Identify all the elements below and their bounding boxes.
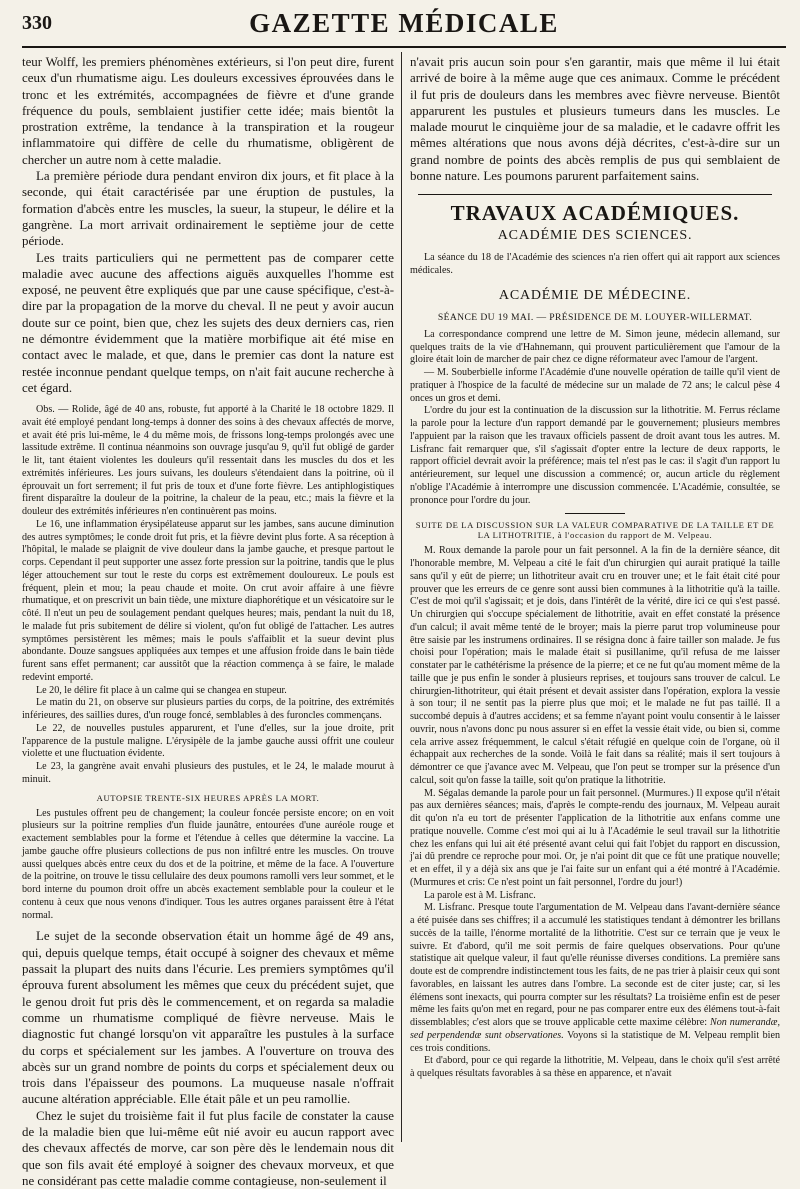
session-line: SÉANCE DU 19 MAI. — PRÉSIDENCE DE M. LOUYER-WILLERMAT.	[437, 311, 753, 323]
discussion-heading: SUITE DE LA DISCUSSION SUR LA VALEUR COMPARATIVE DE LA TAILLE ET DE LA LITHOTRITIE, à l'occasion du rapport de M. Velpeau.	[415, 520, 775, 541]
autopsy-text: Les pustules offrent peu de changement; la couleur foncée persiste encore; on en voit plusieurs sur la poitrine remplies d'un fluide jaunâtre, entourées d'une auréole rouge et exactement semblables pour la forme et l'étendue à celles que détermine la vaccine. La jambe gauche offre plusieurs collections de pus non infiltré entre les muscles. On trouve aussi quelques abcès entre ceux du dos et de la poitrine, et même de la face. A l'ouverture de la poitrine, on trouve le tissu cellulaire des deux poumons ramolli vers leur sommet, et le bord interne du poumon droit offre un abcès exactement semblable pour la couleur et le contenu à ceux que nous venons d'indiquer. Tous les autres organes paraissent être à l'état normal.	[22, 807, 394, 921]
lisfranc-text	[410, 902, 780, 1055]
page-header	[22, 4, 786, 48]
right-column	[410, 54, 780, 1142]
sciences-text: La séance du 18 de l'Académie des sciences n'a rien offert qui ait rapport aux sciences médicales.	[410, 252, 780, 277]
left-column	[22, 54, 394, 1188]
correspondence-text: La correspondance comprend une lettre de M. Simon jeune, médecin allemand, sur quelques traits de la vie d'Hahnemann, qui prouvent particulièrement que l'amour de la gloire était loin de marcher de pair chez ce digne réformateur avec l'amour de l'argent.	[410, 328, 780, 366]
section-rule	[418, 194, 772, 195]
section-title: TRAVAUX ACADÉMIQUES.	[450, 201, 740, 226]
lisfranc-floor-text: La parole est à M. Lisfranc.	[424, 889, 536, 901]
left-paragraph-4: Le sujet de la seconde observation était un homme âgé de 49 ans, qui, depuis quelque temps, était occupé à soigner des chevaux et même passait la plupart des nuits dans l'écurie. Les premiers symptômes qu'il éprouva furent absolument les mêmes que ceux du précédent sujet, que le genou droit fut pris dès le commencement, et on regarda sa maladie comme un rhumatisme compliqué de fièvre nerveuse. Mais le diagnostic fut changé lorsqu'on vit apparaître les pustules à la surface du corps et spécialement sur les jambes. A l'ouverture on trouva des abcès sur un grand nombre de points du corps et spécialement deux ou trois dans l'épaisseur des poumons. La muqueuse nasale n'offrait aucune altération appréciable. Elle était pâle et un peu ramollie.	[22, 929, 394, 1107]
autopsy-heading: AUTOPSIE TRENTE-SIX HEURES APRÈS LA MORT.	[96, 792, 320, 803]
roux-text: M. Roux demande la parole pour un fait personnel. A la fin de la dernière séance, dit l'honorable membre, M. Velpeau a cité le fait d'un chirurgien qui aurait pratiqué la taille sans qu'il y eût de pierre; un lithotriteur avait cru en trouver une; et le fait était cité pour prouver que les erreurs de ce genre sont aussi bien communes à la lithotritie qu'à la taille. C'est de moi qu'il s'agissait; et je dois, dans l'intérêt de la vérité, dire ici ce qui s'est passé. Un chirurgien qui s'occupe spécialement de lithotritie, avait en effet constaté la présence d'un calcul; il avait même tenté de le broyer; mais la pierre parut trop volumineuse pour être saisie par les instrumens ordinaires. Il se résigna donc à faire tailler son malade. Je fus choisi pour l'opération; mais le malade était si pusillanime, qu'il refusa de me laisser constater par le cathétérisme la présence de la pierre; et ce ne fut qu'au moment même de la taille que je pus enfin le sonder à plusieurs reprises, et toujours sans trouver de calcul. Le chirurgien-lithotriteur, qui était présent et devait assister dans l'opération, explora la vessie à son tour; il ne sentit pas la pierre plus que moi; et le malade ne fut pas taillé. Il a succombé depuis à d'autres accidens; et sa femme n'ayant point voulu consentir à le laisser ouvrir, nous n'avons donc pu nous assurer si en effet la vessie était vide, ou bien si, comme cela arrive assez fréquemment, le calcul s'était réfugié en quelque coin de l'organe, où il échappait aux recherches de la sonde. Voilà le fait dans sa réalité; mais il sert toujours à démontrer ce que j'avance avec M. Velpeau, que l'on peut se tromper sur la présence d'un calcul, soit qu'on fasse la taille, soit qu'on pratique la lithotritie.	[410, 545, 780, 786]
journal-title: GAZETTE MÉDICALE	[249, 8, 559, 38]
observation-day-21: Le matin du 21, on observe sur plusieurs parties du corps, de la poitrine, des extrémités inférieures, des saillies dures, d'un rouge foncé, semblables à des furoncles commençans.	[22, 697, 394, 722]
left-paragraph-3: Les traits particuliers qui ne permettent pas de comparer cette maladie avec aucune des affections aiguës auxquelles l'homme est exposé, ne peuvent être expliqués que par une cause spécifique, c'est-à-dire par la propagation de la morve du cheval. Il ne peut y avoir aucun doute sur ce point, bien que, chez les sujets des deux derniers cas, rien ne démontre évidemment que la matière morbifique ait été mise en contact avec le malade, et que, dans le premier cas dont la nature est restée inconnue pendant quelque temps, on n'ait fait aucune recherche à cet égard.	[22, 250, 394, 395]
lisfranc-main: M. Lisfranc. Presque toute l'argumentation de M. Velpeau dans l'avant-dernière séance a été puisée dans ses chiffres; il a accumulé les statistiques tendant à démontrer les brillans succès de la taille, l'énorme mortalité de la lithotritie. C'est sur ce terrain que je veux le suivre. Et d'abord, qu'il me soit permis de faire quelques observations. Pour qu'une statistique ait quelque valeur, il faut qu'elle réunisse diverses conditions. La première sans doute est de comprendre indistinctement tous les faits, de ne pas trier à plaisir ceux qui sont favorables, en laissant les autres dans l'ombre. La seconde est de citer juste; car, si les élémens sont inexacts, qui pourra compter sur les résultats? La troisième enfin est de peser même les faits qu'on met en regard, pour ne pas comparer entre eux des élémens tout-à-fait dissemblables; c'est alors que se trouve applicable cette maxime célèbre:	[410, 902, 780, 1029]
latin-maxim: Non numerandæ, sed perpendendæ sunt observationes.	[410, 1017, 780, 1041]
academy-medicine-heading: ACADÉMIE DE MÉDECINE.	[498, 287, 692, 303]
right-paragraph-1: n'avait pris aucun soin pour s'en garantir, mais que même il lui était arrivé de boire à la même auge que ces animaux. Comme le précédent il fut pris de douleurs dans les membres avec fièvre nerveuse. Bientôt apparurent les pustules et plusieurs tumeurs dans les muscles. Le malade mourut le cinquième jour de sa maladie, et le cadavre offrit les mêmes altérations que nous avons déjà décrites, c'est-à-dire sur un grand nombre de points des abcès remplis de pus qui semblaient de bonne nature. Les poumons parurent parfaitement sains.	[410, 55, 780, 184]
column-divider	[401, 52, 402, 1142]
observation-day-22: Le 22, de nouvelles pustules apparurent, et l'une d'elles, sur la joue droite, prit l'apparence de la pustule maligne. L'érysipèle de la jambe gauche aussi offrit une couleur violette et une fluctuation évidente.	[22, 722, 394, 760]
observation-day-23: Le 23, la gangrène avait envahi plusieurs des pustules, et le 24, le malade mourut à minuit.	[22, 761, 394, 785]
short-rule	[565, 513, 625, 514]
observation-day-16: Le 16, une inflammation érysipélateuse apparut sur les jambes, sans aucune diminution des autres symptômes; le conde droit fut pris, et la fièvre devint plus forte. A sa réception à l'hôpital, le malade se plaignit de vive douleur dans la jambe gauche, et presque partout le corps. Cependant il peut supporter une assez forte pression sur la poitrine, tandis que le plus léger attouchement sur tout le reste du corps est extrêmement douloureux. Le pouls est fréquent, plein et mou; la peau chaude et moite. On crut avoir affaire à une fièvre rhumatique, et on prescrivit un bain tiède, une mixture diaphorétique et un vésicatoire sur le côté. Il n'eut un peu de soulagement pendant quelques heures; mais, pendant la nuit du 18, le malade fut pris subitement de délire si violent, qu'on fut obligé de l'attacher. Les autres symptômes persistèrent les mêmes; mais le pouls s'affaiblit et la sueur devint plus abondante. Douze sangsues appliquées aux tempes et une affusion froide dans le bain tiède furent sans effet permanent; car aussitôt que la réaction commença à se faire, le malade redevint emporté.	[22, 518, 394, 683]
left-paragraph-1: teur Wolff, les premiers phénomènes extérieurs, si l'on peut dire, furent ceux d'un rhumatisme aigu. Les douleurs excessives éprouvées dans le tronc et les extrémités, accompagnées de fièvre et d'une grande fréquence du pouls, semblaient justifier cette idée; mais bientôt la prostration extrême, la tendance à la transpiration et la rougeur inflammatoire qui diffère de celle du rhumatisme, obligèrent de chercher un autre nom à cette maladie.	[22, 55, 394, 167]
lisfranc-continued: Et d'abord, pour ce qui regarde la lithotritie, M. Velpeau, dans le choix qu'il s'est arrêté à quelques résultats favorables à sa thèse en apparence, et n'avait	[410, 1055, 780, 1080]
order-of-day-text: L'ordre du jour est la continuation de la discussion sur la lithotritie. M. Ferrus réclame la parole pour la lecture d'un rapport demandé par le gouvernement; plusieurs membres l'appuient par la raison que les travaux officiels passent de droit avant tous les autres. M. Lisfranc fait remarquer que, s'il s'agissait d'opter entre la lecture de deux rapports, le rapport officiel devrait avoir la préférence; mais tel n'est pas le cas: il s'agit d'un rapport lu antérieurement, sur lequel une discussion a commencé; or, aucun article du règlement n'oblige l'Académie à interrompre une discussion commencée. L'Académie, consultée, se prononce pour l'ordre du jour.	[410, 405, 780, 506]
observation-intro: Obs. — Rolide, âgé de 40 ans, robuste, fut apporté à la Charité le 18 octobre 1829. Il avait été employé pendant long-temps à donner des soins à des chevaux affectés de morve, et avait été pris lui-même, le 4 du même mois, de frissons long-temps prolongés avec une lassitude extrême. Il continua néanmoins son ouvrage jusqu'au 9, qu'il fut obligé de garder le lit, tant étaient violentes les douleurs qu'il ressentait dans les muscles du dos et les extrémités inférieures. Les jours suivans, les douleurs s'étendaient dans la poitrine, où il éprouvait un fort serrement; il fut pris de toux et d'une forte fièvre. Les antiphlogistiques firent disparaître la douleur de la poitrine, la chaleur de la peau, etc.; mais la fièvre et la douleur des extrémités inférieures n'en continuèrent pas moins.	[22, 404, 394, 518]
left-paragraph-2: La première période dura pendant environ dix jours, et fit place à la seconde, qui était caractérisée par une éruption de pustules, la formation d'abcès entre les muscles, la sueur, la stupeur, le délire et la gangrène. La mort arrivait ordinairement le septième jour de cette période.	[22, 169, 394, 249]
souberbielle-text: — M. Souberbielle informe l'Académie d'une nouvelle opération de taille qu'il vient de pratiquer à l'hospice de la faculté de médecine sur un malade de 72 ans; le calcul pèse 4 onces un gros et demi.	[410, 367, 780, 404]
page-number: 330	[22, 12, 52, 34]
segalas-text: M. Ségalas demande la parole pour un fait personnel. (Murmures.) Il expose qu'il n'était pas aux dernières séances; mais, d'après le compte-rendu des journaux, M. Velpeau aurait dit qu'on n'a eu tort de présenter l'application de la lithotritie aux enfans comme une pratique nouvelle. Comme c'est moi qui ai lu à l'Académie le seul travail sur la lithotritie chez les enfans qui lui ait été présenté avant celui qui fait l'objet du rapport en discussion, j'ai dû prendre ce reproche pour moi. Or, je n'ai point dit que ce fût une pratique nouvelle; et en effet, il y a déjà six ans que je l'ai faite sur un enfant qui a été montré à l'Académie. (Murmures et cris: Ce n'est point un fait personnel, l'ordre du jour!)	[410, 787, 780, 888]
observation-day-20: Le 20, le délire fit place à un calme qui se changea en stupeur.	[36, 684, 287, 696]
lisfranc-end: Voyons si la statistique de M. Velpeau remplit bien ces trois conditions.	[410, 1029, 781, 1054]
academy-sciences-heading: ACADÉMIE DES SCIENCES.	[497, 228, 693, 244]
left-paragraph-5: Chez le sujet du troisième fait il fut plus facile de constater la cause de la maladie bien que lui-même eût nié avoir eu aucun rapport avec des chevaux affectés de morve, car son père dès le lendemain nous dit que son fils avait été employé à soigner des chevaux morveux, et que ne considérant pas cette maladie comme contagieuse, non-seulement il	[22, 1108, 394, 1188]
